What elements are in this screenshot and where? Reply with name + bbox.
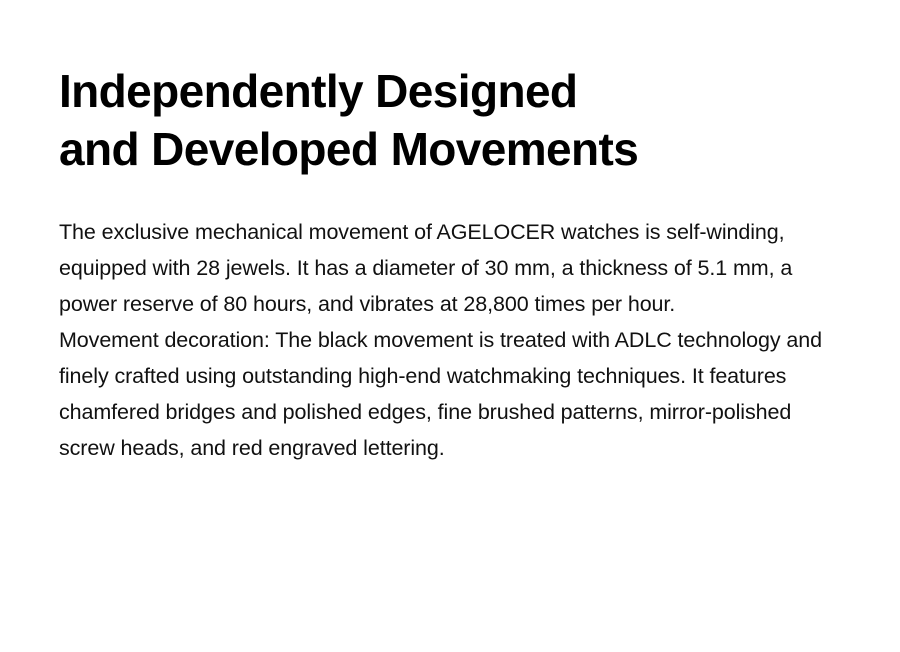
- body-paragraph-2: Movement decoration: The black movement is treated with ADLC technology and finely crafted using outstanding high-end watchmaking techniques. It features chamfered bridges and polished edges, fine brushed patterns, mirror-polished screw heads, and red engraved lettering.: [59, 328, 822, 460]
- page-title: [59, 62, 849, 178]
- content-container: [59, 62, 849, 466]
- body-text-block: [59, 214, 849, 466]
- body-paragraph-1: The exclusive mechanical movement of AGELOCER watches is self-winding, equipped with 28 jewels. It has a diameter of 30 mm, a thickness of 5.1 mm, a power reserve of 80 hours, and vibrates at 28,800 times per hour.: [59, 220, 793, 316]
- page-title-line-2: and Developed Movements: [59, 123, 639, 175]
- page-title-line-1: Independently Designed: [59, 65, 578, 117]
